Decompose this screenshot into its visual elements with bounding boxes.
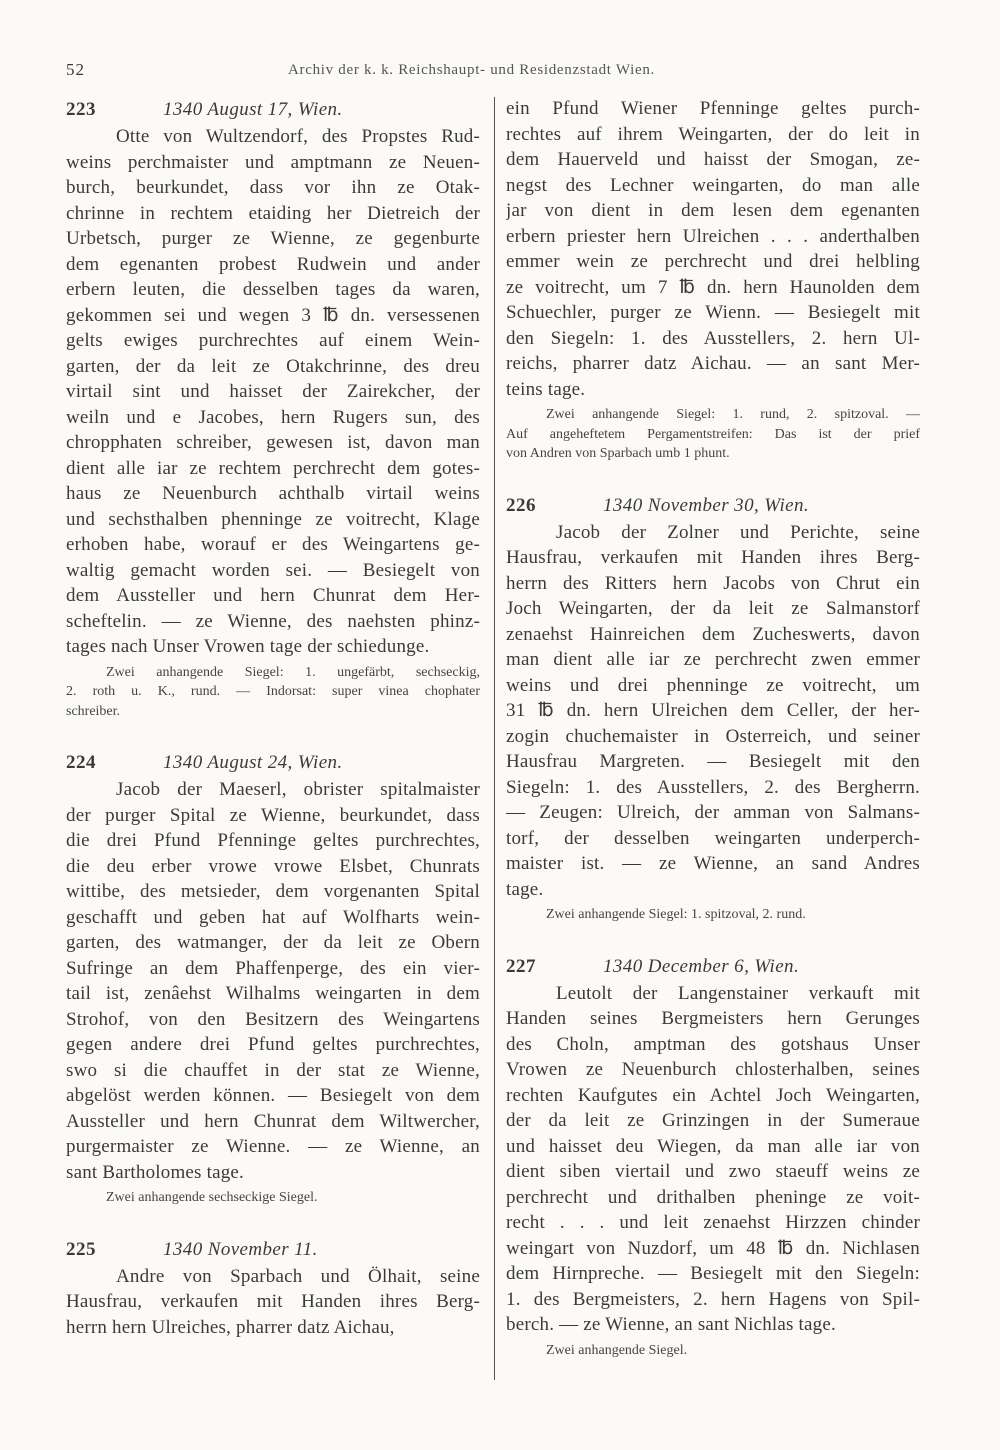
note-line: Zwei anhangende Siegel: 1. rund, 2. spitzoval. — <box>546 407 920 422</box>
entry-date: 1340 August 17, Wien. <box>163 99 343 120</box>
text-line: abgelöst werden können. — Besiegelt von dem <box>66 1085 480 1106</box>
text-line: weiln und e Jacobes, hern Rugers sun, des <box>66 406 480 428</box>
text-line: gegen andere drei Pfund geltes purchrechtes, <box>66 1034 480 1055</box>
text-line: 1. des Bergmeisters, 2. hern Hagens von Spil- <box>506 1288 920 1310</box>
text-line: erhoben habe, worauf er des Weingartens ge- <box>66 534 480 555</box>
text-line: erbern leuten, die desselben tages da waren, <box>66 279 480 300</box>
text-line: Jacob der Maeserl, obrister spitalmaister <box>116 779 480 800</box>
text-line: dient alle iar ze rechtem perchrecht dem gotes- <box>66 457 480 479</box>
text-line: Urbetsch, purger ze Wienne, ze gegenburte <box>66 228 480 249</box>
text-line: und haisset deu Wiegen, da man alle iar von <box>506 1135 920 1157</box>
text-line: ze voitrecht, um 7 ℔ dn. hern Haunolden dem <box>506 276 920 298</box>
text-line: weins und drei phenninge ze voitrecht, um <box>506 674 920 696</box>
text-line: die drei Pfund Pfenninge geltes purchrechtes, <box>66 830 480 851</box>
entry-227-heading <box>506 953 920 981</box>
entry-date: 1340 November 30, Wien. <box>603 494 810 516</box>
text-line: dem Hirnpreche. — Besiegelt mit den Siegeln: <box>506 1263 920 1284</box>
entry-226-heading <box>506 492 920 520</box>
entry-226-note <box>506 905 920 925</box>
text-line: berch. — ze Wienne, an sant Nichlas tage. <box>506 1314 836 1335</box>
text-line: burch, beurkundet, dass vor ihn ze Otak- <box>66 177 480 198</box>
text-line: Sufringe an dem Phaffenperge, des ein vier- <box>66 957 480 979</box>
text-line: herrn hern Ulreiches, pharrer datz Aichau, <box>66 1316 395 1338</box>
text-line: waltig gemacht worden sei. — Besiegelt von <box>66 559 480 581</box>
entry-225-heading <box>66 1236 480 1264</box>
running-title: Archiv der k. k. Reichshaupt- und Residenzstadt Wien. <box>288 62 655 78</box>
page-header <box>66 58 936 88</box>
text-line: scheftelin. — ze Wienne, des naehsten phinz- <box>66 610 480 632</box>
page-number: 52 <box>66 60 85 79</box>
text-line: der da leit ze Grinzingen in der Sumeraue <box>506 1110 920 1131</box>
text-line: 31 ℔ dn. hern Ulreichen dem Celler, der her- <box>506 700 920 721</box>
entry-226-text <box>506 520 920 903</box>
note-line: Zwei anhangende sechseckige Siegel. <box>106 1190 318 1205</box>
text-line: weingart von Nuzdorf, um 48 ℔ dn. Nichlasen <box>506 1237 920 1259</box>
note-line: Zwei anhangende Siegel. <box>546 1342 688 1358</box>
text-line: zogin chuchemaister in Osterreich, und seiner <box>506 725 920 747</box>
text-line: haus ze Neuenburch achthalb virtail weins <box>66 483 480 504</box>
entry-223-note <box>66 663 480 722</box>
text-line: Siegeln: 1. des Ausstellers, 2. des Bergherrn. <box>506 776 920 798</box>
note-line: Zwei anhangende Siegel: 1. ungefärbt, sechseckig, <box>106 664 480 680</box>
text-line: wittibe, des metsieder, dem vorgenanten Spital <box>66 881 480 902</box>
text-line: erbern priester hern Ulreichen . . . anderthalben <box>506 225 920 247</box>
entry-224-heading <box>66 749 480 777</box>
note-line: schreiber. <box>66 703 121 719</box>
text-line: tages nach Unser Vrowen tage der schiedunge. <box>66 636 430 657</box>
text-line: recht . . . und leit zenaehst Hirzzen chinder <box>506 1212 920 1233</box>
text-line: gelts ewiges purchrechtes auf einem Wein- <box>66 330 480 351</box>
text-line: dient siben viertail und zwo staeuff weins ze <box>506 1161 920 1182</box>
text-line: chropphaten schreiber, gewesen ist, davon man <box>66 432 480 453</box>
text-line: Aussteller und hern Chunrat dem Wiltwercher, <box>66 1110 480 1132</box>
text-line: Leutolt der Langenstainer verkauft mit <box>556 982 920 1004</box>
text-line: negst des Lechner weingarten, do man alle <box>506 174 920 196</box>
text-line: ein Pfund Wiener Pfenninge geltes purch- <box>506 98 920 119</box>
entry-number: 226 <box>506 494 536 516</box>
text-line: Jacob der Zolner und Perichte, seine <box>556 521 920 543</box>
right-column <box>506 96 920 1360</box>
entry-225-text <box>66 1264 480 1341</box>
text-line: virtail sint und haisset der Zairekcher, der <box>66 381 480 402</box>
note-line: Zwei anhangende Siegel: 1. spitzoval, 2. rund. <box>546 907 806 922</box>
text-line: weins perchmaister und amptmann ze Neuen- <box>66 151 480 173</box>
entry-number: 224 <box>66 752 96 773</box>
text-line: — Zeugen: Ulreich, der amman von Salmans- <box>506 802 920 823</box>
text-line: perchrecht und drithalben pheninge ze voit- <box>506 1186 920 1208</box>
entry-number: 223 <box>66 99 96 120</box>
text-line: torf, der desselben weingarten underperch- <box>506 827 920 849</box>
text-line: Hausfrau Margreten. — Besiegelt mit den <box>506 751 920 772</box>
text-line: die deu erber vrowe vrowe Elsbet, Chunrats <box>66 855 480 877</box>
note-line: 2. roth u. K., rund. — Indorsat: super vinea chophater <box>66 684 480 699</box>
text-line: Joch Weingarten, der da leit ze Salmanstorf <box>506 598 920 619</box>
text-line: Andre von Sparbach und Ölhait, seine <box>116 1265 480 1287</box>
text-line: Vrowen ze Neuenburch chlosterhalben, seines <box>506 1059 920 1080</box>
entry-227-text <box>506 981 920 1338</box>
entry-date: 1340 November 11. <box>163 1238 318 1260</box>
text-line: sant Bartholomes tage. <box>66 1161 244 1183</box>
text-line: tail ist, zenâehst Wilhalms weingarten in dem <box>66 983 480 1004</box>
text-line: reichs, pharrer datz Aichau. — an sant Mer- <box>506 353 920 374</box>
text-line: Hausfrau, verkaufen mit Handen ihres Berg- <box>506 547 920 568</box>
text-line: garten, der da leit ze Otakchrinne, des dreu <box>66 355 480 377</box>
text-line: rechtes auf ihrem Weingarten, der do leit in <box>506 123 920 145</box>
column-divider <box>494 97 495 1380</box>
text-line: tage. <box>506 878 544 900</box>
text-line: Otte von Wultzendorf, des Propstes Rud- <box>116 126 480 147</box>
entry-number: 225 <box>66 1238 96 1260</box>
left-column <box>66 96 480 1340</box>
text-line: teins tage. <box>506 378 586 400</box>
text-line: emmer wein ze perchrecht und drei helbling <box>506 251 920 272</box>
text-line: swo si die chauffet in der stat ze Wienne, <box>66 1059 480 1081</box>
text-line: dem egenanten probest Rudwein und ander <box>66 253 480 275</box>
text-line: jar von dient in dem lesen dem egenanten <box>506 200 920 221</box>
entry-date: 1340 December 6, Wien. <box>603 955 800 977</box>
text-line: garten, des watmanger, der da leit ze Obern <box>66 932 480 953</box>
text-line: Strohof, von den Besitzern des Weingartens <box>66 1008 480 1030</box>
text-line: chrinne in rechtem etaiding her Dietreich der <box>66 202 480 224</box>
text-line: purgermaister ze Wienne. — ze Wienne, an <box>66 1136 480 1157</box>
entry-227-note <box>506 1341 920 1361</box>
text-line: man dient alle iar ze perchrecht zwen emmer <box>506 649 920 670</box>
text-line: den Siegeln: 1. des Ausstellers, 2. hern Ul- <box>506 327 920 349</box>
text-line: Handen seines Bergmeisters hern Gerunges <box>506 1008 920 1029</box>
text-line: herrn des Ritters hern Jacobs von Chrut ein <box>506 572 920 594</box>
entry-date: 1340 August 24, Wien. <box>163 752 343 773</box>
text-line: geschafft und geben hat auf Wolfharts wein- <box>66 906 480 928</box>
entry-224-text <box>66 777 480 1185</box>
text-line: zenaehst Hainreichen dem Zucheswerts, davon <box>506 623 920 645</box>
text-line: rechten Kaufgutes ein Achtel Joch Weingarten, <box>506 1084 920 1106</box>
entry-224-note <box>66 1188 480 1208</box>
text-line: Schuechler, purger ze Wienn. — Besiegelt mit <box>506 302 920 323</box>
entry-223-text <box>66 124 480 660</box>
text-line: maister ist. — ze Wienne, an sand Andres <box>506 853 920 874</box>
note-line: von Andren von Sparbach umb 1 phunt. <box>506 446 730 461</box>
text-line: dem Aussteller und hern Chunrat dem Her- <box>66 585 480 606</box>
text-line: gekommen sei und wegen 3 ℔ dn. versessenen <box>66 304 480 326</box>
entry-number: 227 <box>506 955 536 977</box>
text-line: und sechsthalben phenninge ze voitrecht, Klage <box>66 508 480 530</box>
entry-225-continued-text <box>506 96 920 402</box>
text-line: dem Hauerveld und haisst der Smogan, ze- <box>506 149 920 170</box>
entry-225-note <box>506 405 920 464</box>
text-line: Hausfrau, verkaufen mit Handen ihres Berg- <box>66 1291 480 1312</box>
entry-223-heading <box>66 96 480 124</box>
text-line: der purger Spital ze Wienne, beurkundet, dass <box>66 804 480 826</box>
note-line: Auf angeheftetem Pergamentstreifen: Das ist der prief <box>506 426 920 442</box>
text-line: des Choln, amptman des gotshaus Unser <box>506 1033 920 1055</box>
